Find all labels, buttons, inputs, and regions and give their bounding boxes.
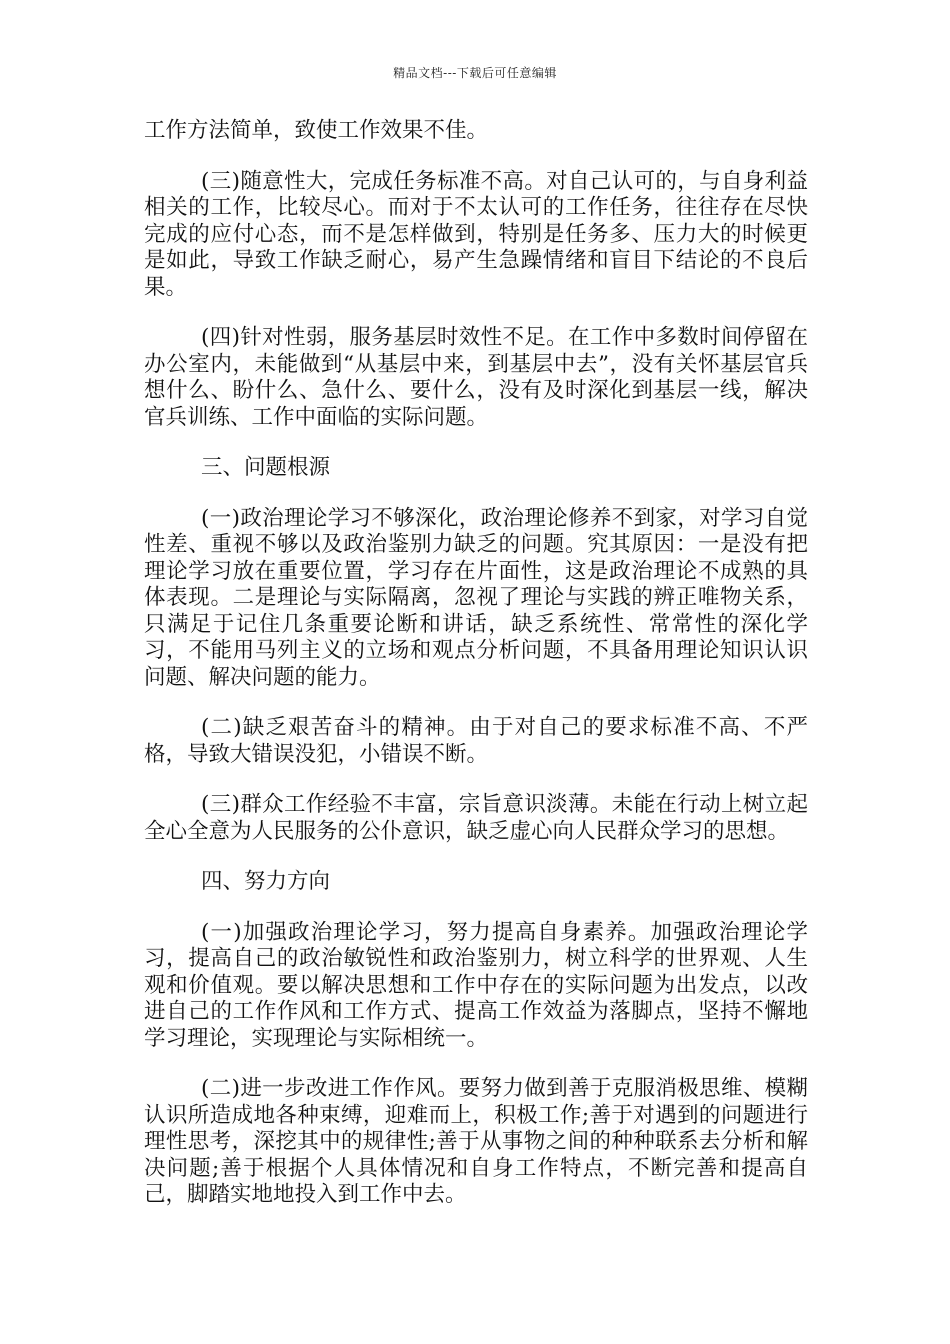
paragraph-direction-1: (一)加强政治理论学习，努力提高自身素养。加强政治理论学习，提高自己的政治敏锐性和政治鉴别力，树立科学的世界观、人生观和价值观。要以解决思想和工作中存在的实际问题为出发点，以改进自己的工作作风和工作方式、提高工作效益为落脚点，坚持不懈地学习理论，实现理论与实际相统一。 bbox=[144, 919, 808, 1051]
paragraph-root-cause-1: (一)政治理论学习不够深化，政治理论修养不到家，对学习自觉性差、重视不够以及政治鉴别力缺乏的问题。究其原因：一是没有把理论学习放在重要位置，学习存在片面性，这是政治理论不成熟的具体表现。二是理论与实际隔离，忽视了理论与实践的辨正唯物关系，只满足于记住几条重要论断和讲话，缺乏系统性、常常性的深化学习，不能用马列主义的立场和观点分析问题，不具备用理论知识认识问题、解决问题的能力。 bbox=[144, 505, 808, 690]
page-header: 精品文档---下载后可任意编辑 bbox=[393, 66, 557, 80]
paragraph-root-cause-3: (三)群众工作经验不丰富，宗旨意识淡薄。未能在行动上树立起全心全意为人民服务的公仆意识，缺乏虚心向人民群众学习的思想。 bbox=[144, 792, 808, 844]
paragraph-root-cause-2: (二)缺乏艰苦奋斗的精神。由于对自己的要求标准不高、不严格，导致大错误没犯，小错误不断。 bbox=[144, 715, 808, 767]
document-body bbox=[144, 118, 808, 1209]
paragraph-item-3: (三)随意性大，完成任务标准不高。对自己认可的，与自身利益相关的工作，比较尽心。而对于不太认可的工作任务，往往存在尽快完成的应付心态，而不是怎样做到，特别是任务多、压力大的时候更是如此，导致工作缺乏耐心，易产生急躁情绪和盲目下结论的不良后果。 bbox=[144, 168, 808, 300]
paragraph-continuation: 工作方法简单，致使工作效果不佳。 bbox=[144, 118, 489, 143]
section-heading-root-causes: 三、问题根源 bbox=[201, 455, 331, 480]
paragraph-item-4: (四)针对性弱，服务基层时效性不足。在工作中多数时间停留在办公室内，未能做到“从基层中来，到基层中去”，没有关怀基层官兵想什么、盼什么、急什么、要什么，没有及时深化到基层一线，解决官兵训练、工作中面临的实际问题。 bbox=[144, 325, 808, 430]
section-heading-direction: 四、努力方向 bbox=[201, 869, 331, 894]
paragraph-direction-2: (二)进一步改进工作作风。要努力做到善于克服消极思维、模糊认识所造成地各种束缚，迎难而上，积极工作;善于对遇到的问题进行理性思考，深挖其中的规律性;善于从事物之间的种种联系去分析和解决问题;善于根据个人具体情况和自身工作特点，不断完善和提高自己，脚踏实地地投入到工作中去。 bbox=[144, 1076, 808, 1207]
